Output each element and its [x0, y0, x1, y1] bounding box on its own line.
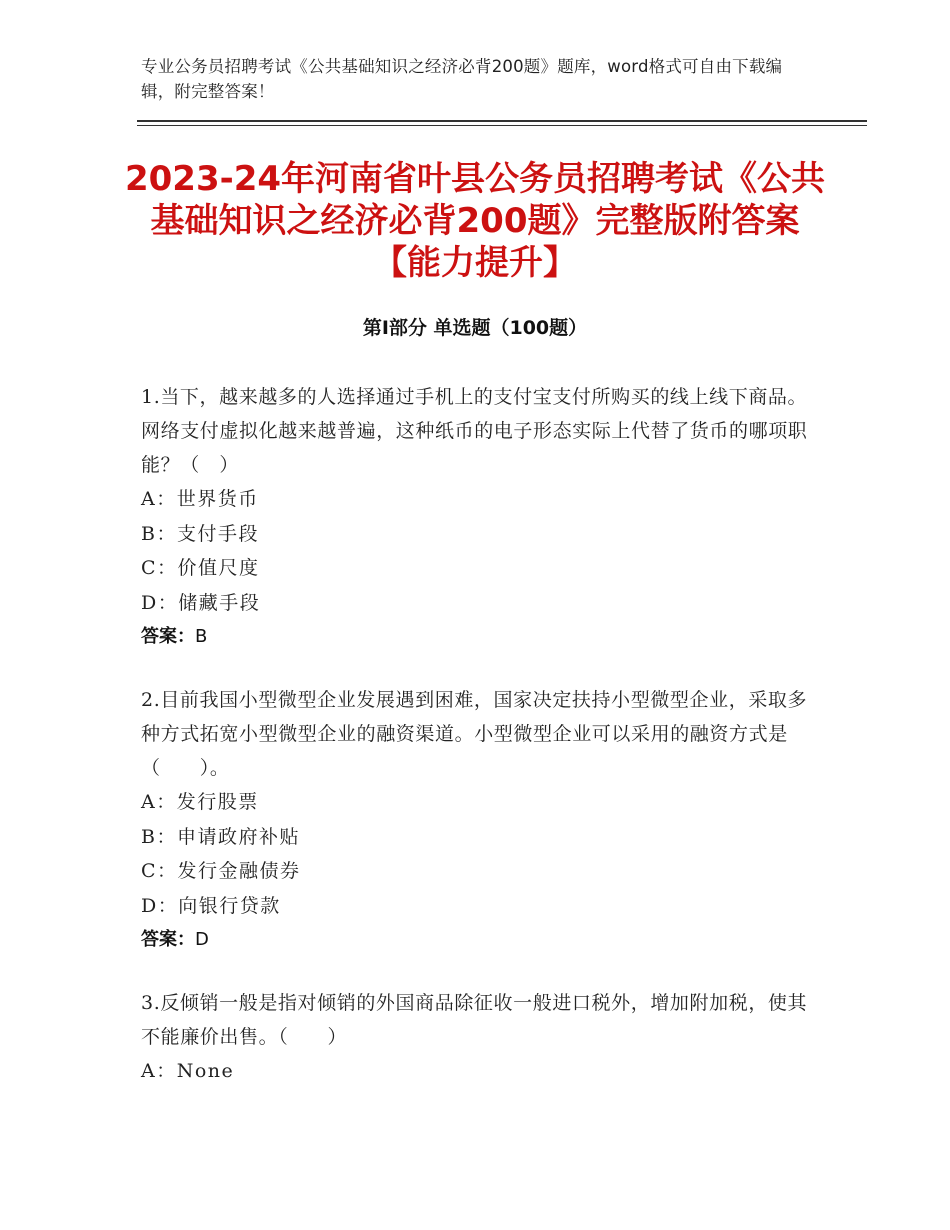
- answer-value: B: [195, 626, 208, 647]
- option-a: A：世界货币: [141, 488, 259, 510]
- answer-line: [141, 620, 811, 654]
- option-d: D：向银行贷款: [141, 894, 281, 917]
- question-stem: 3.反倾销一般是指对倾销的外国商品除征收一般进口税外，增加附加税，使其不能廉价出售。（ ）: [141, 992, 808, 1048]
- header-note: 专业公务员招聘考试《公共基础知识之经济必背200题》题库，word格式可自由下载编辑，附完整答案！: [141, 57, 783, 101]
- question-2: [141, 683, 811, 957]
- answer-label: 答案：: [141, 626, 195, 647]
- answer-label: 答案：: [141, 929, 195, 950]
- option-b: B：申请政府补贴: [141, 825, 300, 848]
- document-title: 2023-24年河南省叶县公务员招聘考试《公共基础知识之经济必背200题》完整版附答案【能力提升】: [124, 159, 826, 283]
- option-c: C：发行金融债券: [141, 860, 301, 882]
- option-c: C：价值尺度: [141, 557, 260, 579]
- section-title: 第Ⅰ部分 单选题（100题）: [362, 317, 588, 339]
- question-3: [141, 986, 811, 1089]
- question-list: [141, 380, 811, 1118]
- option-a: A：发行股票: [141, 791, 259, 813]
- question-1: [141, 380, 811, 654]
- question-stem: 1.当下，越来越多的人选择通过手机上的支付宝支付所购买的线上线下商品。网络支付虚拟化越来越普遍，这种纸币的电子形态实际上代替了货币的哪项职能？（ ）: [141, 386, 808, 476]
- option-b: B：支付手段: [141, 522, 259, 545]
- option-a: A：None: [141, 1060, 235, 1082]
- answer-value: D: [195, 929, 209, 950]
- header-rule-thick: [137, 120, 867, 122]
- question-stem: 2.目前我国小型微型企业发展遇到困难，国家决定扶持小型微型企业，采取多种方式拓宽小型微型企业的融资渠道。小型微型企业可以采用的融资方式是（ ）。: [141, 689, 808, 779]
- answer-line: [141, 923, 811, 957]
- header-rule-thin: [137, 125, 867, 126]
- option-d: D：储藏手段: [141, 591, 261, 614]
